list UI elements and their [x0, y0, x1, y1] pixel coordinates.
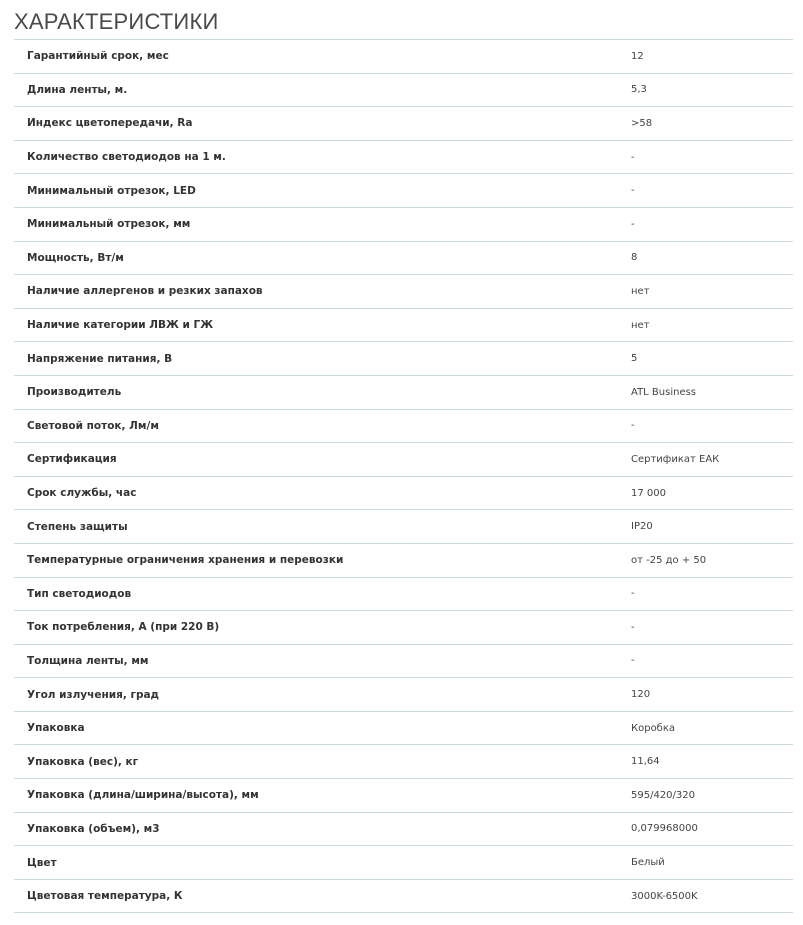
spec-value: 11,64 — [617, 745, 793, 779]
spec-name: Упаковка (объем), м3 — [14, 812, 617, 846]
spec-value: 5 — [617, 342, 793, 376]
table-row — [14, 711, 793, 745]
table-row — [14, 745, 793, 779]
spec-name: Угол излучения, град — [14, 678, 617, 712]
table-row — [14, 107, 793, 141]
spec-name: Степень защиты — [14, 510, 617, 544]
table-row — [14, 409, 793, 443]
spec-name: Наличие категории ЛВЖ и ГЖ — [14, 308, 617, 342]
spec-value: 12 — [617, 40, 793, 74]
spec-name: Количество светодиодов на 1 м. — [14, 140, 617, 174]
spec-value: - — [617, 644, 793, 678]
table-row — [14, 375, 793, 409]
spec-value: Коробка — [617, 711, 793, 745]
table-row — [14, 174, 793, 208]
spec-name: Напряжение питания, В — [14, 342, 617, 376]
spec-name: Сертификация — [14, 443, 617, 477]
table-row — [14, 476, 793, 510]
page-title: ХАРАКТЕРИСТИКИ — [14, 9, 219, 34]
spec-value: - — [617, 174, 793, 208]
spec-name: Цвет — [14, 846, 617, 880]
spec-value: - — [617, 577, 793, 611]
spec-name: Температурные ограничения хранения и перевозки — [14, 543, 617, 577]
table-row — [14, 779, 793, 813]
spec-name: Минимальный отрезок, мм — [14, 207, 617, 241]
spec-name: Упаковка (вес), кг — [14, 745, 617, 779]
spec-value: Сертификат ЕАК — [617, 443, 793, 477]
table-row — [14, 879, 793, 913]
table-row — [14, 275, 793, 309]
table-row — [14, 678, 793, 712]
spec-value: - — [617, 140, 793, 174]
table-row — [14, 73, 793, 107]
spec-name: Мощность, Вт/м — [14, 241, 617, 275]
spec-value: нет — [617, 308, 793, 342]
spec-name: Минимальный отрезок, LED — [14, 174, 617, 208]
spec-name: Цветовая температура, К — [14, 879, 617, 913]
spec-value: 5,3 — [617, 73, 793, 107]
spec-value: 595/420/320 — [617, 779, 793, 813]
spec-value: Белый — [617, 846, 793, 880]
spec-name: Наличие аллергенов и резких запахов — [14, 275, 617, 309]
specs-table-body — [14, 40, 793, 913]
table-row — [14, 443, 793, 477]
spec-name: Производитель — [14, 375, 617, 409]
spec-name: Ток потребления, А (при 220 В) — [14, 611, 617, 645]
table-row — [14, 846, 793, 880]
table-row — [14, 241, 793, 275]
spec-value: - — [617, 409, 793, 443]
table-row — [14, 207, 793, 241]
spec-value: 3000K-6500K — [617, 879, 793, 913]
table-row — [14, 40, 793, 74]
spec-value: нет — [617, 275, 793, 309]
spec-name: Упаковка — [14, 711, 617, 745]
spec-name: Гарантийный срок, мес — [14, 40, 617, 74]
spec-value: 120 — [617, 678, 793, 712]
spec-name: Тип светодиодов — [14, 577, 617, 611]
spec-value: IP20 — [617, 510, 793, 544]
spec-value: >58 — [617, 107, 793, 141]
spec-name: Упаковка (длина/ширина/высота), мм — [14, 779, 617, 813]
table-row — [14, 611, 793, 645]
spec-name: Индекс цветопередачи, Ra — [14, 107, 617, 141]
spec-name: Толщина ленты, мм — [14, 644, 617, 678]
spec-name: Длина ленты, м. — [14, 73, 617, 107]
specs-table — [14, 39, 793, 913]
table-row — [14, 812, 793, 846]
spec-name: Срок службы, час — [14, 476, 617, 510]
spec-value: 17 000 — [617, 476, 793, 510]
spec-value: 0,079968000 — [617, 812, 793, 846]
spec-value: 8 — [617, 241, 793, 275]
spec-value: ATL Business — [617, 375, 793, 409]
table-row — [14, 308, 793, 342]
spec-name: Световой поток, Лм/м — [14, 409, 617, 443]
table-row — [14, 543, 793, 577]
spec-value: - — [617, 207, 793, 241]
spec-value: - — [617, 611, 793, 645]
table-row — [14, 342, 793, 376]
spec-value: от -25 до + 50 — [617, 543, 793, 577]
table-row — [14, 644, 793, 678]
table-row — [14, 140, 793, 174]
table-row — [14, 510, 793, 544]
table-row — [14, 577, 793, 611]
